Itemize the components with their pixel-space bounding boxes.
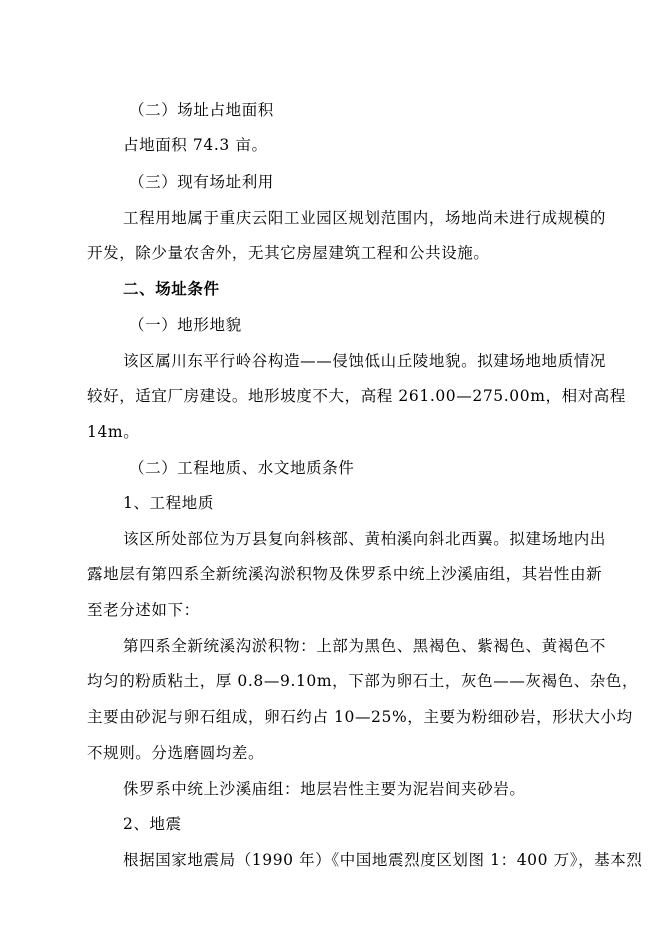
paragraph-terrain-line-2: 较好，适宜厂房建设。地形坡度不大，高程 261.00—275.00m，相对高程 xyxy=(87,387,626,405)
heading-terrain: （一）地形地貌 xyxy=(129,316,242,334)
paragraph-use-line-1: 工程用地属于重庆云阳工业园区规划范围内，场地尚未进行成规模的 xyxy=(123,209,607,227)
paragraph-quaternary-line-4: 不规则。分选磨圆均差。 xyxy=(87,744,265,762)
paragraph-geology-line-2: 露地层有第四系全新统溪沟淤积物及侏罗系中统上沙溪庙组，其岩性由新 xyxy=(87,565,603,583)
heading-engineering-geology: 1、工程地质 xyxy=(123,494,214,512)
heading-earthquake: 2、地震 xyxy=(123,815,182,833)
paragraph-quaternary-line-3: 主要由砂泥与卵石组成，卵石约占 10—25%，主要为粉细砂岩，形状大小均 xyxy=(87,708,633,726)
paragraph-geology-line-3: 至老分述如下： xyxy=(87,601,200,619)
paragraph-quaternary-line-1: 第四系全新统溪沟淤积物：上部为黑色、黑褐色、紫褐色、黄褐色不 xyxy=(123,637,607,655)
section-title-site-conditions: 二、场址条件 xyxy=(123,279,220,298)
paragraph-earthquake-line-1: 根据国家地震局（1990 年）《中国地震烈度区划图 1：400 万》，基本烈 xyxy=(123,851,643,869)
heading-site-area: （二）场址占地面积 xyxy=(129,101,274,119)
paragraph-terrain-line-3: 14m。 xyxy=(87,423,140,441)
paragraph-use-line-2: 开发，除少量农舍外，无其它房屋建筑工程和公共设施。 xyxy=(87,244,490,262)
heading-geology-hydrology: （二）工程地质、水文地质条件 xyxy=(129,459,355,477)
paragraph-quaternary-line-2: 均匀的粉质粘土，厚 0.8—9.10m，下部为卵石土，灰色——灰褐色、杂色， xyxy=(87,672,639,690)
paragraph-area: 占地面积 74.3 亩。 xyxy=(123,136,268,154)
paragraph-terrain-line-1: 该区属川东平行岭谷构造——侵蚀低山丘陵地貌。拟建场地地质情况 xyxy=(123,352,607,370)
heading-site-use: （三）现有场址利用 xyxy=(129,173,274,191)
paragraph-geology-line-1: 该区所处部位为万县复向斜核部、黄柏溪向斜北西翼。拟建场地内出 xyxy=(123,530,607,548)
paragraph-jurassic: 侏罗系中统上沙溪庙组：地层岩性主要为泥岩间夹砂岩。 xyxy=(123,780,526,798)
